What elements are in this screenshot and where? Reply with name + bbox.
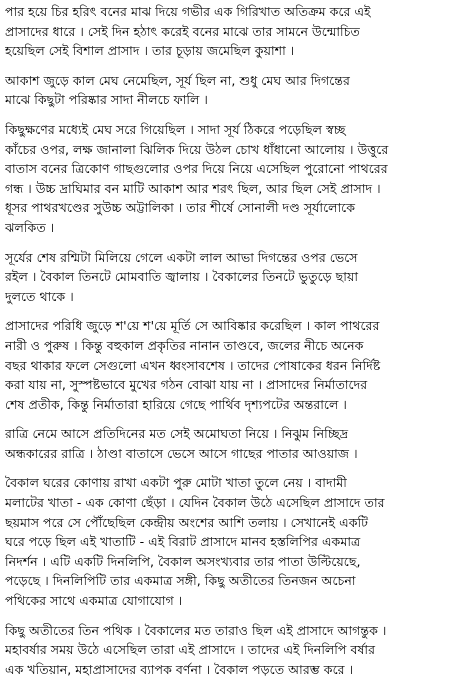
- text-line: কিছু অতীতের তিন পথিক । বৈকালের মত তারাও ছিল এই প্রাসাদে আগন্তুক ।: [5, 622, 387, 638]
- paragraph-1: [5, 2, 452, 61]
- text-line: পার হয়ে চির হরিৎ বনের মাঝ দিয়ে গভীর এক গিরিখাত অতিক্রম করে এই: [5, 4, 371, 19]
- text-line: ঘরে পড়ে ছিল এই খাতাটি - এই বিরাট প্রাসাদে মানব হস্তলিপির একমাত্র: [5, 534, 361, 550]
- text-line: গন্ধ । উচ্চ দ্রাঘিমার বন মাটি আকাশ আর শরৎ ছিল, আর ছিল সেই প্রাসাদ ।: [5, 180, 381, 196]
- text-line: কিছুক্ষণের মধ্যেই মেঘ সরে গিয়েছিল । সাদা সূর্য ঠিকরে পড়েছিল স্বচ্ছ: [5, 121, 346, 137]
- text-line: পথিকের সাথে একমাত্র যোগাযোগ ।: [5, 593, 183, 609]
- text-line: প্রাসাদের পরিধি জুড়ে শ'য়ে শ'য়ে মূর্তি সে আবিষ্কার করেছিল । কাল পাথরের: [5, 318, 380, 334]
- text-line: পড়েছে । দিনলিপিটি তার একমাত্র সঙ্গী, কিছু অতীতের তিনজন অচেনা: [5, 573, 356, 589]
- text-line: বাতাস বনের ত্রিকোণ গাছগুলোর ওপর দিয়ে নিয়ে এসেছিল পুরোনো পাথরের: [5, 161, 388, 177]
- text-line: অন্ধকারের রাত্রি । ঠাণ্ডা বাতাসে ভেসে আসে গাছের পাতার আওয়াজ ।: [5, 445, 358, 461]
- paragraph-4: [5, 248, 452, 307]
- text-line: হয়েছিল সেই বিশাল প্রাসাদ । তার চূড়ায় জমেছিল কুয়াশা ।: [5, 43, 295, 59]
- text-line: কাঁচের ওপর, লক্ষ জানালা ঝিলিক দিয়ে উঠল চোখ ধাঁধানো আলোয় । উত্তুরে: [5, 141, 389, 157]
- text-line: মলাটের খাতা - এক কোণা ছেঁড়া । যেদিন বৈকাল উঠে এসেছিল প্রাসাদে তার: [5, 495, 385, 511]
- paragraph-2: [5, 71, 452, 110]
- text-line: মাঝে কিছুটা পরিষ্কার সাদা নীলচে ফালি ।: [5, 92, 208, 108]
- text-line: এক খতিয়ান, মহাপ্রাসাদের ব্যাপক বর্ণনা । বৈকাল পড়তে আরম্ভ করে ।: [5, 661, 354, 677]
- text-line: মহাবর্ষার সময় উঠে এসেছিল তারা এই প্রাসাদে । তাদের এই দিনলিপি বর্ষার: [5, 642, 375, 658]
- text-line: নারী ও পুরুষ । কিন্তু বহুকাল প্রকৃতির নানান তাণ্ডবে, জলের নীচে অনেক: [5, 337, 364, 353]
- text-line: বৈকাল ঘরের কোণায় রাখা একটা পুরু মোটা খাতা তুলে নেয় । বাদামী: [5, 475, 347, 491]
- text-line: সূর্যের শেষ রশ্মিটা মিলিয়ে গেলে একটা লাল আভা দিগন্তের ওপর ভেসে: [5, 249, 358, 265]
- text-line: শেষ প্রতীক, কিন্তু নির্মাতারা হারিয়ে গেছে পার্থিব দৃশ্যপটের অন্তরালে ।: [5, 396, 347, 412]
- text-line: ধূসর পাথরখণ্ডের সুউচ্চ অট্টালিকা । তার শীর্ষে সোনালী দণ্ড সূর্যালোকে: [5, 200, 356, 216]
- paragraph-7: [5, 473, 452, 610]
- text-line: রাত্রি নেমে আসে প্রতিদিনের মত সেই অমোঘতা নিয়ে । নিঝুম নিচ্ছিদ্র: [5, 426, 349, 442]
- text-line: নিদর্শন । এটি একটি দিনলিপি, বৈকাল অসংখ্যবার তার পাতা উল্টিয়েছে,: [5, 553, 361, 569]
- text-line: আকাশ জুড়ে কাল মেঘ নেমেছিল, সূর্য ছিল না, শুধু মেঘ আর দিগন্তের: [5, 72, 350, 88]
- paragraph-3: [5, 120, 452, 238]
- paragraph-6: [5, 424, 452, 463]
- text-line: ছয়মাস পরে সে পৌঁছেছিল কেন্দ্রীয় অংশের আশি তলায় । সেখানেই একটি: [5, 514, 368, 530]
- text-line: প্রাসাদের ধারে । সেই দিন হঠাৎ করেই বনের মাঝে তার সামনে উন্মোচিত: [5, 23, 360, 39]
- text-line: দুলতে থাকে ।: [5, 288, 74, 304]
- text-line: করা যায় না, সুস্পষ্টভাবে মুখের গঠন বোঝা যায় না । প্রাসাদের নির্মাতাদের: [5, 377, 368, 393]
- paragraph-5: [5, 316, 452, 414]
- text-line: রইল । বৈকাল তিনটে মোমবাতি জ্বালায় । বৈকালের তিনটে ভুতুড়ে ছায়া: [5, 269, 359, 285]
- paragraph-8: [5, 621, 452, 679]
- text-line: ঝলকিত ।: [5, 219, 55, 235]
- text-line: বছর থাকার ফলে সেগুলো এখন ধ্বংসাবশেষ । তাদের পোষাকের ধরন নির্দিষ্ট: [5, 357, 381, 373]
